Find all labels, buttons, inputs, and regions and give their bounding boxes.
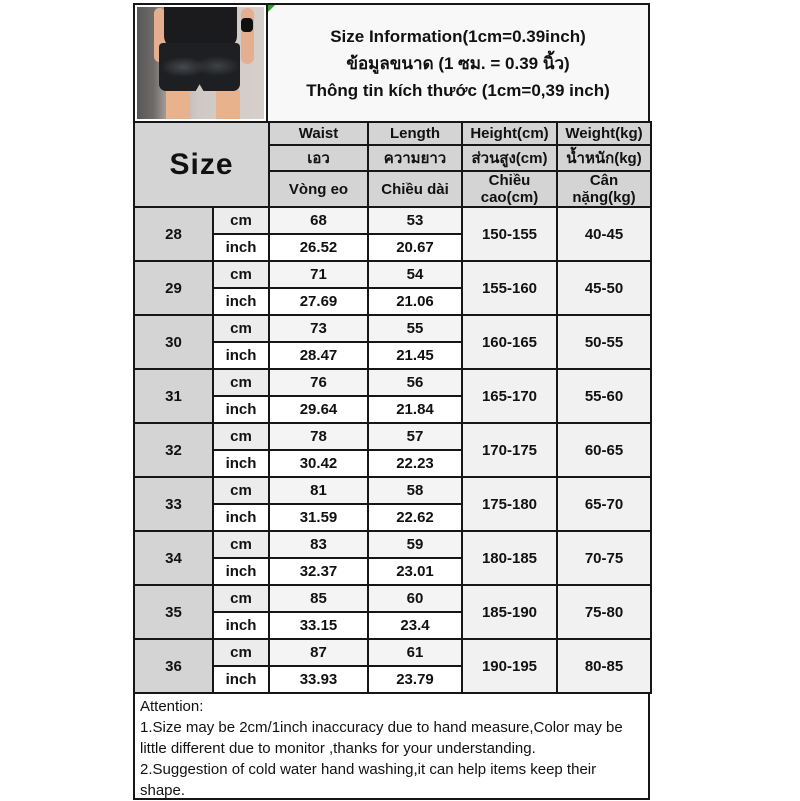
weight-range-value: 40-45 (557, 207, 651, 261)
attention-note-2: 2.Suggestion of cold water hand washing,it can help items keep their shape. (140, 761, 597, 799)
length-inch-value: 20.67 (368, 234, 462, 261)
length-cm-value: 60 (368, 585, 462, 612)
model-right-leg (216, 90, 240, 119)
model-left-leg (166, 90, 190, 119)
weight-range-value: 45-50 (557, 261, 651, 315)
unit-inch-label: inch (213, 234, 269, 261)
size-table-body (134, 207, 651, 693)
height-range-value: 160-165 (462, 315, 557, 369)
waist-cm-value: 68 (269, 207, 368, 234)
length-inch-value: 22.62 (368, 504, 462, 531)
comment-marker-icon (268, 5, 275, 12)
height-range-value: 155-160 (462, 261, 557, 315)
waist-cm-value: 76 (269, 369, 368, 396)
length-inch-value: 21.06 (368, 288, 462, 315)
unit-cm-label: cm (213, 531, 269, 558)
height-range-value: 165-170 (462, 369, 557, 423)
unit-inch-label: inch (213, 504, 269, 531)
model-denim-shorts (159, 43, 240, 91)
size-value: 33 (134, 477, 213, 531)
waist-inch-value: 30.42 (269, 450, 368, 477)
size-chart-sheet (133, 3, 650, 800)
length-inch-value: 23.01 (368, 558, 462, 585)
length-cm-value: 61 (368, 639, 462, 666)
attention-box (133, 694, 650, 800)
size-row-28-cm (134, 207, 651, 234)
size-info-title-cell (268, 5, 648, 121)
unit-cm-label: cm (213, 585, 269, 612)
waist-inch-value: 31.59 (269, 504, 368, 531)
size-row-32-cm (134, 423, 651, 450)
height-range-value: 175-180 (462, 477, 557, 531)
weight-range-value: 60-65 (557, 423, 651, 477)
unit-inch-label: inch (213, 450, 269, 477)
waist-cm-value: 73 (269, 315, 368, 342)
weight-header-th: น้ำหนัก(kg) (557, 145, 651, 171)
waist-header-en: Waist (269, 122, 368, 145)
weight-range-value: 70-75 (557, 531, 651, 585)
size-value: 31 (134, 369, 213, 423)
length-inch-value: 23.4 (368, 612, 462, 639)
unit-inch-label: inch (213, 288, 269, 315)
title-vietnamese: Thông tin kích thước (1cm=0,39 inch) (306, 80, 610, 100)
waist-cm-value: 87 (269, 639, 368, 666)
size-value: 28 (134, 207, 213, 261)
length-header-vi: Chiều dài (368, 171, 462, 207)
length-inch-value: 21.84 (368, 396, 462, 423)
weight-range-value: 50-55 (557, 315, 651, 369)
size-value: 36 (134, 639, 213, 693)
waist-cm-value: 83 (269, 531, 368, 558)
height-range-value: 190-195 (462, 639, 557, 693)
height-range-value: 185-190 (462, 585, 557, 639)
waist-cm-value: 85 (269, 585, 368, 612)
weight-range-value: 75-80 (557, 585, 651, 639)
title-thai: ข้อมูลขนาด (1 ซม. = 0.39 นิ้ว) (346, 53, 570, 73)
wristwatch-icon (241, 18, 253, 32)
height-range-value: 150-155 (462, 207, 557, 261)
length-cm-value: 55 (368, 315, 462, 342)
model-photo (137, 7, 264, 119)
model-right-arm (241, 8, 254, 64)
size-column-header: Size (134, 122, 269, 207)
unit-cm-label: cm (213, 315, 269, 342)
size-row-36-cm (134, 639, 651, 666)
unit-cm-label: cm (213, 261, 269, 288)
height-header-en: Height(cm) (462, 122, 557, 145)
length-inch-value: 22.23 (368, 450, 462, 477)
waist-header-th: เอว (269, 145, 368, 171)
height-header-th: ส่วนสูง(cm) (462, 145, 557, 171)
weight-header-en: Weight(kg) (557, 122, 651, 145)
weight-range-value: 80-85 (557, 639, 651, 693)
unit-inch-label: inch (213, 666, 269, 693)
waist-inch-value: 29.64 (269, 396, 368, 423)
waist-cm-value: 81 (269, 477, 368, 504)
length-cm-value: 58 (368, 477, 462, 504)
size-value: 29 (134, 261, 213, 315)
length-cm-value: 59 (368, 531, 462, 558)
length-inch-value: 23.79 (368, 666, 462, 693)
unit-inch-label: inch (213, 558, 269, 585)
waist-inch-value: 27.69 (269, 288, 368, 315)
length-cm-value: 53 (368, 207, 462, 234)
unit-inch-label: inch (213, 342, 269, 369)
weight-range-value: 65-70 (557, 477, 651, 531)
weight-header-vi: Cân nặng(kg) (557, 171, 651, 207)
unit-cm-label: cm (213, 639, 269, 666)
attention-note-1: 1.Size may be 2cm/1inch inaccuracy due to hand measure,Color may be little different due to monitor ,thanks for your understanding. (140, 719, 623, 757)
waist-inch-value: 32.37 (269, 558, 368, 585)
size-value: 32 (134, 423, 213, 477)
title-english: Size Information(1cm=0.39inch) (330, 26, 586, 46)
unit-inch-label: inch (213, 612, 269, 639)
size-row-34-cm (134, 531, 651, 558)
length-cm-value: 56 (368, 369, 462, 396)
length-cm-value: 54 (368, 261, 462, 288)
unit-cm-label: cm (213, 207, 269, 234)
height-range-value: 180-185 (462, 531, 557, 585)
attention-title: Attention: (140, 698, 204, 715)
waist-inch-value: 28.47 (269, 342, 368, 369)
unit-cm-label: cm (213, 369, 269, 396)
size-value: 35 (134, 585, 213, 639)
height-header-vi: Chiều cao(cm) (462, 171, 557, 207)
length-inch-value: 21.45 (368, 342, 462, 369)
size-row-35-cm (134, 585, 651, 612)
unit-cm-label: cm (213, 423, 269, 450)
size-table-header (134, 122, 651, 207)
waist-inch-value: 26.52 (269, 234, 368, 261)
header-row (133, 3, 650, 121)
size-value: 30 (134, 315, 213, 369)
length-cm-value: 57 (368, 423, 462, 450)
height-range-value: 170-175 (462, 423, 557, 477)
waist-inch-value: 33.15 (269, 612, 368, 639)
size-row-31-cm (134, 369, 651, 396)
size-row-33-cm (134, 477, 651, 504)
weight-range-value: 55-60 (557, 369, 651, 423)
size-row-30-cm (134, 315, 651, 342)
waist-cm-value: 78 (269, 423, 368, 450)
waist-header-vi: Vòng eo (269, 171, 368, 207)
size-row-29-cm (134, 261, 651, 288)
unit-cm-label: cm (213, 477, 269, 504)
product-photo-cell (135, 5, 268, 121)
length-header-th: ความยาว (368, 145, 462, 171)
size-value: 34 (134, 531, 213, 585)
unit-inch-label: inch (213, 396, 269, 423)
size-table (133, 121, 652, 694)
length-header-en: Length (368, 122, 462, 145)
waist-inch-value: 33.93 (269, 666, 368, 693)
waist-cm-value: 71 (269, 261, 368, 288)
